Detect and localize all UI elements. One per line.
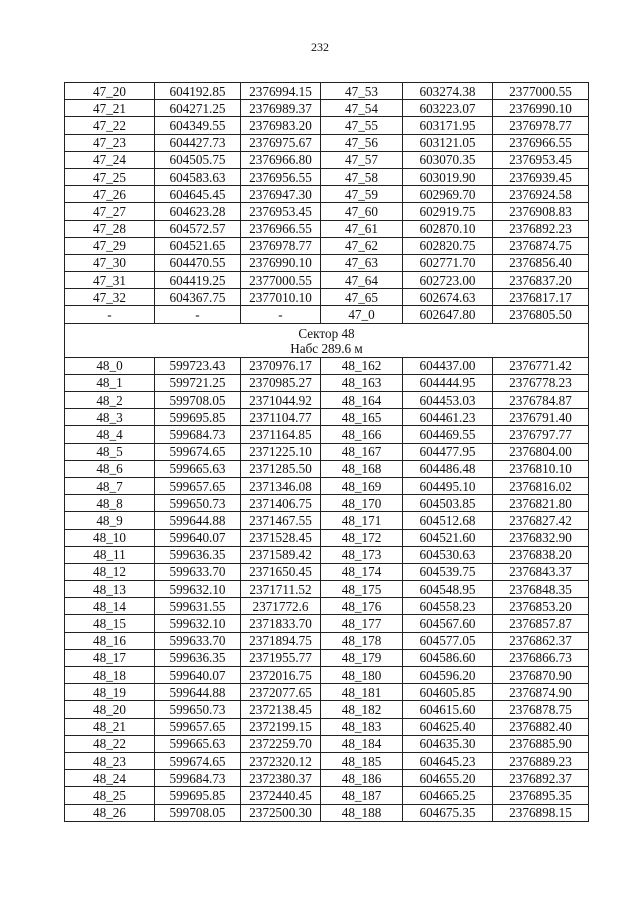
cell-y-right: 2376892.37	[493, 770, 589, 787]
cell-point-id-left: 48_11	[65, 546, 155, 563]
cell-y-right: 2377000.55	[493, 83, 589, 100]
cell-y-right: 2376874.75	[493, 237, 589, 254]
cell-x-left: 599644.88	[155, 684, 241, 701]
cell-point-id-right: 47_57	[321, 151, 403, 168]
cell-x-left: 604271.25	[155, 100, 241, 117]
cell-x-left: 599636.35	[155, 546, 241, 563]
cell-y-right: 2376924.58	[493, 186, 589, 203]
cell-x-left: 599665.63	[155, 735, 241, 752]
cell-x-left: 599631.55	[155, 598, 241, 615]
cell-y-left: 2372016.75	[241, 667, 321, 684]
cell-x-right: 602969.70	[403, 186, 493, 203]
cell-point-id-right: 48_175	[321, 581, 403, 598]
cell-point-id-right: 48_184	[321, 735, 403, 752]
cell-point-id-left: 48_13	[65, 581, 155, 598]
cell-point-id-left: 48_4	[65, 426, 155, 443]
cell-point-id-left: 47_27	[65, 203, 155, 220]
cell-y-right: 2376778.23	[493, 374, 589, 391]
coordinates-table	[64, 82, 589, 822]
cell-x-right: 602919.75	[403, 203, 493, 220]
cell-x-left: 604427.73	[155, 134, 241, 151]
cell-x-left: 599650.73	[155, 701, 241, 718]
cell-x-left: 599657.65	[155, 477, 241, 494]
cell-x-right: 604645.23	[403, 752, 493, 769]
table-row	[65, 443, 589, 460]
cell-y-left: 2372380.37	[241, 770, 321, 787]
cell-x-left: 604349.55	[155, 117, 241, 134]
cell-point-id-right: 48_172	[321, 529, 403, 546]
cell-point-id-left: 48_12	[65, 563, 155, 580]
cell-y-left: 2371955.77	[241, 649, 321, 666]
cell-y-left: 2371772.6	[241, 598, 321, 615]
cell-point-id-right: 48_174	[321, 563, 403, 580]
cell-point-id-right: 48_178	[321, 632, 403, 649]
cell-x-right: 604577.05	[403, 632, 493, 649]
cell-point-id-left: 47_21	[65, 100, 155, 117]
cell-x-left: 604367.75	[155, 289, 241, 306]
sector-header-row	[65, 323, 589, 357]
cell-y-right: 2376810.10	[493, 460, 589, 477]
cell-y-left: 2376975.67	[241, 134, 321, 151]
cell-y-right: 2376895.35	[493, 787, 589, 804]
cell-point-id-right: 47_59	[321, 186, 403, 203]
cell-x-left: 604623.28	[155, 203, 241, 220]
cell-y-left: 2371044.92	[241, 392, 321, 409]
cell-x-right: 604665.25	[403, 787, 493, 804]
cell-y-right: 2376889.23	[493, 752, 589, 769]
cell-y-left: 2371164.85	[241, 426, 321, 443]
cell-y-left: 2372440.45	[241, 787, 321, 804]
cell-point-id-left: 47_30	[65, 254, 155, 271]
cell-point-id-right: 47_65	[321, 289, 403, 306]
cell-point-id-left: 48_6	[65, 460, 155, 477]
cell-point-id-left: 48_7	[65, 477, 155, 494]
cell-point-id-right: 48_165	[321, 409, 403, 426]
cell-x-left: 604645.45	[155, 186, 241, 203]
cell-x-right: 604635.30	[403, 735, 493, 752]
table-row	[65, 770, 589, 787]
table-row	[65, 804, 589, 821]
cell-y-left: 2371528.45	[241, 529, 321, 546]
cell-x-left: -	[155, 306, 241, 323]
cell-x-left: 604192.85	[155, 83, 241, 100]
table-row	[65, 409, 589, 426]
cell-x-left: 604419.25	[155, 272, 241, 289]
table-row	[65, 306, 589, 323]
cell-point-id-right: 48_163	[321, 374, 403, 391]
cell-point-id-right: 47_58	[321, 168, 403, 185]
cell-point-id-left: 48_14	[65, 598, 155, 615]
cell-point-id-left: 48_2	[65, 392, 155, 409]
cell-point-id-right: 47_53	[321, 83, 403, 100]
cell-point-id-right: 47_63	[321, 254, 403, 271]
cell-x-right: 604625.40	[403, 718, 493, 735]
cell-y-left: 2371104.77	[241, 409, 321, 426]
cell-point-id-right: 47_55	[321, 117, 403, 134]
cell-point-id-left: 48_9	[65, 512, 155, 529]
cell-x-left: 599665.63	[155, 460, 241, 477]
cell-x-left: 599684.73	[155, 770, 241, 787]
cell-point-id-right: 48_185	[321, 752, 403, 769]
cell-x-left: 599684.73	[155, 426, 241, 443]
cell-point-id-left: 47_25	[65, 168, 155, 185]
table-row	[65, 581, 589, 598]
cell-point-id-left: 48_5	[65, 443, 155, 460]
cell-point-id-left: 48_0	[65, 357, 155, 374]
cell-x-left: 599695.85	[155, 787, 241, 804]
table-row	[65, 392, 589, 409]
cell-y-left: 2377010.10	[241, 289, 321, 306]
cell-point-id-left: 48_26	[65, 804, 155, 821]
cell-point-id-left: 47_32	[65, 289, 155, 306]
cell-x-left: 599640.07	[155, 667, 241, 684]
cell-y-left: 2376966.55	[241, 220, 321, 237]
cell-y-right: 2376898.15	[493, 804, 589, 821]
cell-x-left: 599644.88	[155, 512, 241, 529]
cell-x-right: 602647.80	[403, 306, 493, 323]
cell-y-right: 2376953.45	[493, 151, 589, 168]
cell-point-id-left: 48_15	[65, 615, 155, 632]
cell-x-right: 603019.90	[403, 168, 493, 185]
cell-y-left: 2371467.55	[241, 512, 321, 529]
cell-x-left: 604470.55	[155, 254, 241, 271]
cell-point-id-right: 48_168	[321, 460, 403, 477]
cell-x-right: 604675.35	[403, 804, 493, 821]
table-row	[65, 495, 589, 512]
cell-point-id-left: 48_19	[65, 684, 155, 701]
table-row	[65, 203, 589, 220]
table-row	[65, 632, 589, 649]
table-row	[65, 220, 589, 237]
cell-y-right: 2376990.10	[493, 100, 589, 117]
cell-point-id-left: 47_24	[65, 151, 155, 168]
cell-x-left: 604521.65	[155, 237, 241, 254]
cell-y-right: 2376804.00	[493, 443, 589, 460]
cell-y-left: -	[241, 306, 321, 323]
cell-point-id-right: 47_62	[321, 237, 403, 254]
sector-header-section	[65, 323, 589, 357]
cell-y-right: 2376856.40	[493, 254, 589, 271]
cell-x-left: 599650.73	[155, 495, 241, 512]
cell-x-right: 604567.60	[403, 615, 493, 632]
cell-point-id-left: 47_22	[65, 117, 155, 134]
table-row	[65, 787, 589, 804]
cell-x-right: 604444.95	[403, 374, 493, 391]
cell-y-left: 2371589.42	[241, 546, 321, 563]
cell-y-right: 2376870.90	[493, 667, 589, 684]
cell-x-right: 602723.00	[403, 272, 493, 289]
cell-y-left: 2376953.45	[241, 203, 321, 220]
table-row	[65, 546, 589, 563]
cell-y-left: 2371894.75	[241, 632, 321, 649]
cell-y-left: 2376978.77	[241, 237, 321, 254]
cell-x-right: 604477.95	[403, 443, 493, 460]
cell-y-left: 2371346.08	[241, 477, 321, 494]
cell-x-right: 603171.95	[403, 117, 493, 134]
table-row	[65, 649, 589, 666]
cell-point-id-right: 48_182	[321, 701, 403, 718]
cell-x-right: 604605.85	[403, 684, 493, 701]
table-row	[65, 151, 589, 168]
cell-x-left: 599723.43	[155, 357, 241, 374]
cell-y-right: 2376821.80	[493, 495, 589, 512]
cell-point-id-left: 48_23	[65, 752, 155, 769]
cell-x-right: 604586.60	[403, 649, 493, 666]
cell-x-right: 604596.20	[403, 667, 493, 684]
cell-x-left: 599721.25	[155, 374, 241, 391]
cell-y-left: 2376956.55	[241, 168, 321, 185]
cell-x-left: 599633.70	[155, 563, 241, 580]
cell-y-right: 2376771.42	[493, 357, 589, 374]
cell-x-right: 603121.05	[403, 134, 493, 151]
cell-y-right: 2376843.37	[493, 563, 589, 580]
cell-y-left: 2372320.12	[241, 752, 321, 769]
table-row	[65, 357, 589, 374]
sector-height: Набс 289.6 м	[290, 340, 363, 356]
cell-point-id-right: 48_183	[321, 718, 403, 735]
cell-x-right: 604558.23	[403, 598, 493, 615]
cell-y-right: 2376885.90	[493, 735, 589, 752]
table-row	[65, 684, 589, 701]
cell-x-left: 599674.65	[155, 752, 241, 769]
cell-y-right: 2376908.83	[493, 203, 589, 220]
table-row	[65, 168, 589, 185]
cell-y-right: 2376817.17	[493, 289, 589, 306]
cell-y-right: 2376857.87	[493, 615, 589, 632]
cell-x-right: 604615.60	[403, 701, 493, 718]
cell-y-left: 2372259.70	[241, 735, 321, 752]
cell-y-left: 2371406.75	[241, 495, 321, 512]
cell-point-id-right: 48_173	[321, 546, 403, 563]
table-row	[65, 83, 589, 100]
cell-point-id-right: 48_176	[321, 598, 403, 615]
cell-x-left: 599636.35	[155, 649, 241, 666]
cell-point-id-right: 48_164	[321, 392, 403, 409]
cell-y-right: 2376978.77	[493, 117, 589, 134]
cell-point-id-right: 47_54	[321, 100, 403, 117]
cell-point-id-right: 48_170	[321, 495, 403, 512]
cell-point-id-right: 47_64	[321, 272, 403, 289]
table-row	[65, 460, 589, 477]
cell-point-id-left: 48_1	[65, 374, 155, 391]
table-row	[65, 134, 589, 151]
cell-point-id-right: 48_177	[321, 615, 403, 632]
cell-y-right: 2376805.50	[493, 306, 589, 323]
cell-y-right: 2376816.02	[493, 477, 589, 494]
cell-point-id-left: 48_16	[65, 632, 155, 649]
cell-y-left: 2371711.52	[241, 581, 321, 598]
cell-y-right: 2376848.35	[493, 581, 589, 598]
cell-x-right: 602674.63	[403, 289, 493, 306]
cell-x-right: 604469.55	[403, 426, 493, 443]
cell-point-id-right: 48_188	[321, 804, 403, 821]
cell-point-id-right: 48_171	[321, 512, 403, 529]
cell-x-left: 599632.10	[155, 615, 241, 632]
cell-y-left: 2370985.27	[241, 374, 321, 391]
cell-y-right: 2376878.75	[493, 701, 589, 718]
cell-point-id-left: 48_21	[65, 718, 155, 735]
table-row	[65, 529, 589, 546]
cell-x-right: 604486.48	[403, 460, 493, 477]
cell-point-id-left: 48_10	[65, 529, 155, 546]
table-row	[65, 615, 589, 632]
table-row	[65, 701, 589, 718]
table-row	[65, 477, 589, 494]
cell-y-left: 2371833.70	[241, 615, 321, 632]
table-section-47	[65, 83, 589, 324]
cell-x-left: 599632.10	[155, 581, 241, 598]
cell-x-left: 599633.70	[155, 632, 241, 649]
cell-y-right: 2376832.90	[493, 529, 589, 546]
table-section-48	[65, 357, 589, 821]
cell-x-left: 599708.05	[155, 804, 241, 821]
cell-x-left: 599657.65	[155, 718, 241, 735]
cell-point-id-right: 48_167	[321, 443, 403, 460]
cell-x-right: 604530.63	[403, 546, 493, 563]
table-row	[65, 512, 589, 529]
cell-y-right: 2376797.77	[493, 426, 589, 443]
cell-y-right: 2376866.73	[493, 649, 589, 666]
cell-y-right: 2376791.40	[493, 409, 589, 426]
cell-point-id-left: 47_31	[65, 272, 155, 289]
cell-x-right: 604453.03	[403, 392, 493, 409]
cell-point-id-right: 48_180	[321, 667, 403, 684]
cell-point-id-left: 48_25	[65, 787, 155, 804]
cell-point-id-right: 48_187	[321, 787, 403, 804]
cell-x-right: 604495.10	[403, 477, 493, 494]
cell-y-left: 2372500.30	[241, 804, 321, 821]
cell-point-id-right: 48_186	[321, 770, 403, 787]
cell-point-id-left: 47_23	[65, 134, 155, 151]
cell-point-id-left: 48_8	[65, 495, 155, 512]
cell-point-id-right: 47_61	[321, 220, 403, 237]
cell-y-left: 2377000.55	[241, 272, 321, 289]
cell-y-left: 2371650.45	[241, 563, 321, 580]
table-row	[65, 237, 589, 254]
table-row	[65, 426, 589, 443]
cell-y-left: 2376983.20	[241, 117, 321, 134]
cell-x-right: 602771.70	[403, 254, 493, 271]
cell-point-id-left: 47_20	[65, 83, 155, 100]
cell-y-right: 2376784.87	[493, 392, 589, 409]
cell-point-id-right: 48_181	[321, 684, 403, 701]
page-number: 232	[311, 40, 329, 54]
table-row	[65, 752, 589, 769]
sector-header-cell	[65, 323, 589, 357]
cell-y-right: 2376874.90	[493, 684, 589, 701]
cell-y-right: 2376892.23	[493, 220, 589, 237]
cell-x-left: 599674.65	[155, 443, 241, 460]
table-row	[65, 254, 589, 271]
table-row	[65, 289, 589, 306]
cell-x-right: 604512.68	[403, 512, 493, 529]
cell-point-id-left: 47_29	[65, 237, 155, 254]
cell-y-left: 2372199.15	[241, 718, 321, 735]
cell-x-left: 599708.05	[155, 392, 241, 409]
table-row	[65, 272, 589, 289]
cell-y-left: 2376989.37	[241, 100, 321, 117]
cell-point-id-right: 47_60	[321, 203, 403, 220]
table-row	[65, 100, 589, 117]
table-row	[65, 667, 589, 684]
cell-y-left: 2372077.65	[241, 684, 321, 701]
cell-x-right: 604655.20	[403, 770, 493, 787]
cell-point-id-left: -	[65, 306, 155, 323]
cell-y-right: 2376838.20	[493, 546, 589, 563]
table-row	[65, 718, 589, 735]
cell-x-left: 604505.75	[155, 151, 241, 168]
cell-x-right: 604539.75	[403, 563, 493, 580]
cell-y-left: 2376990.10	[241, 254, 321, 271]
cell-x-right: 603070.35	[403, 151, 493, 168]
cell-x-right: 602820.75	[403, 237, 493, 254]
cell-x-left: 599640.07	[155, 529, 241, 546]
cell-y-left: 2376966.80	[241, 151, 321, 168]
cell-y-right: 2376827.42	[493, 512, 589, 529]
cell-y-right: 2376966.55	[493, 134, 589, 151]
cell-y-left: 2376947.30	[241, 186, 321, 203]
cell-y-right: 2376939.45	[493, 168, 589, 185]
cell-x-right: 604521.60	[403, 529, 493, 546]
cell-point-id-right: 48_179	[321, 649, 403, 666]
cell-x-left: 604583.63	[155, 168, 241, 185]
cell-point-id-left: 48_24	[65, 770, 155, 787]
cell-point-id-left: 48_3	[65, 409, 155, 426]
cell-x-right: 604503.85	[403, 495, 493, 512]
cell-y-right: 2376882.40	[493, 718, 589, 735]
cell-point-id-right: 47_56	[321, 134, 403, 151]
cell-x-right: 604437.00	[403, 357, 493, 374]
cell-x-right: 603223.07	[403, 100, 493, 117]
cell-point-id-left: 48_18	[65, 667, 155, 684]
cell-x-left: 604572.57	[155, 220, 241, 237]
cell-y-left: 2372138.45	[241, 701, 321, 718]
sector-title: Сектор 48	[298, 325, 355, 341]
cell-point-id-left: 47_26	[65, 186, 155, 203]
cell-point-id-left: 48_22	[65, 735, 155, 752]
cell-x-right: 602870.10	[403, 220, 493, 237]
table-row	[65, 374, 589, 391]
cell-y-right: 2376862.37	[493, 632, 589, 649]
cell-y-left: 2376994.15	[241, 83, 321, 100]
cell-x-right: 604548.95	[403, 581, 493, 598]
cell-y-left: 2371225.10	[241, 443, 321, 460]
table-row	[65, 598, 589, 615]
cell-y-right: 2376837.20	[493, 272, 589, 289]
table-row	[65, 563, 589, 580]
cell-point-id-left: 48_20	[65, 701, 155, 718]
cell-point-id-right: 48_162	[321, 357, 403, 374]
cell-x-left: 599695.85	[155, 409, 241, 426]
cell-point-id-right: 47_0	[321, 306, 403, 323]
cell-y-right: 2376853.20	[493, 598, 589, 615]
cell-y-left: 2370976.17	[241, 357, 321, 374]
cell-y-left: 2371285.50	[241, 460, 321, 477]
cell-point-id-left: 47_28	[65, 220, 155, 237]
cell-x-right: 603274.38	[403, 83, 493, 100]
cell-x-right: 604461.23	[403, 409, 493, 426]
cell-point-id-left: 48_17	[65, 649, 155, 666]
table-row	[65, 117, 589, 134]
cell-point-id-right: 48_169	[321, 477, 403, 494]
table-row	[65, 735, 589, 752]
table-row	[65, 186, 589, 203]
cell-point-id-right: 48_166	[321, 426, 403, 443]
